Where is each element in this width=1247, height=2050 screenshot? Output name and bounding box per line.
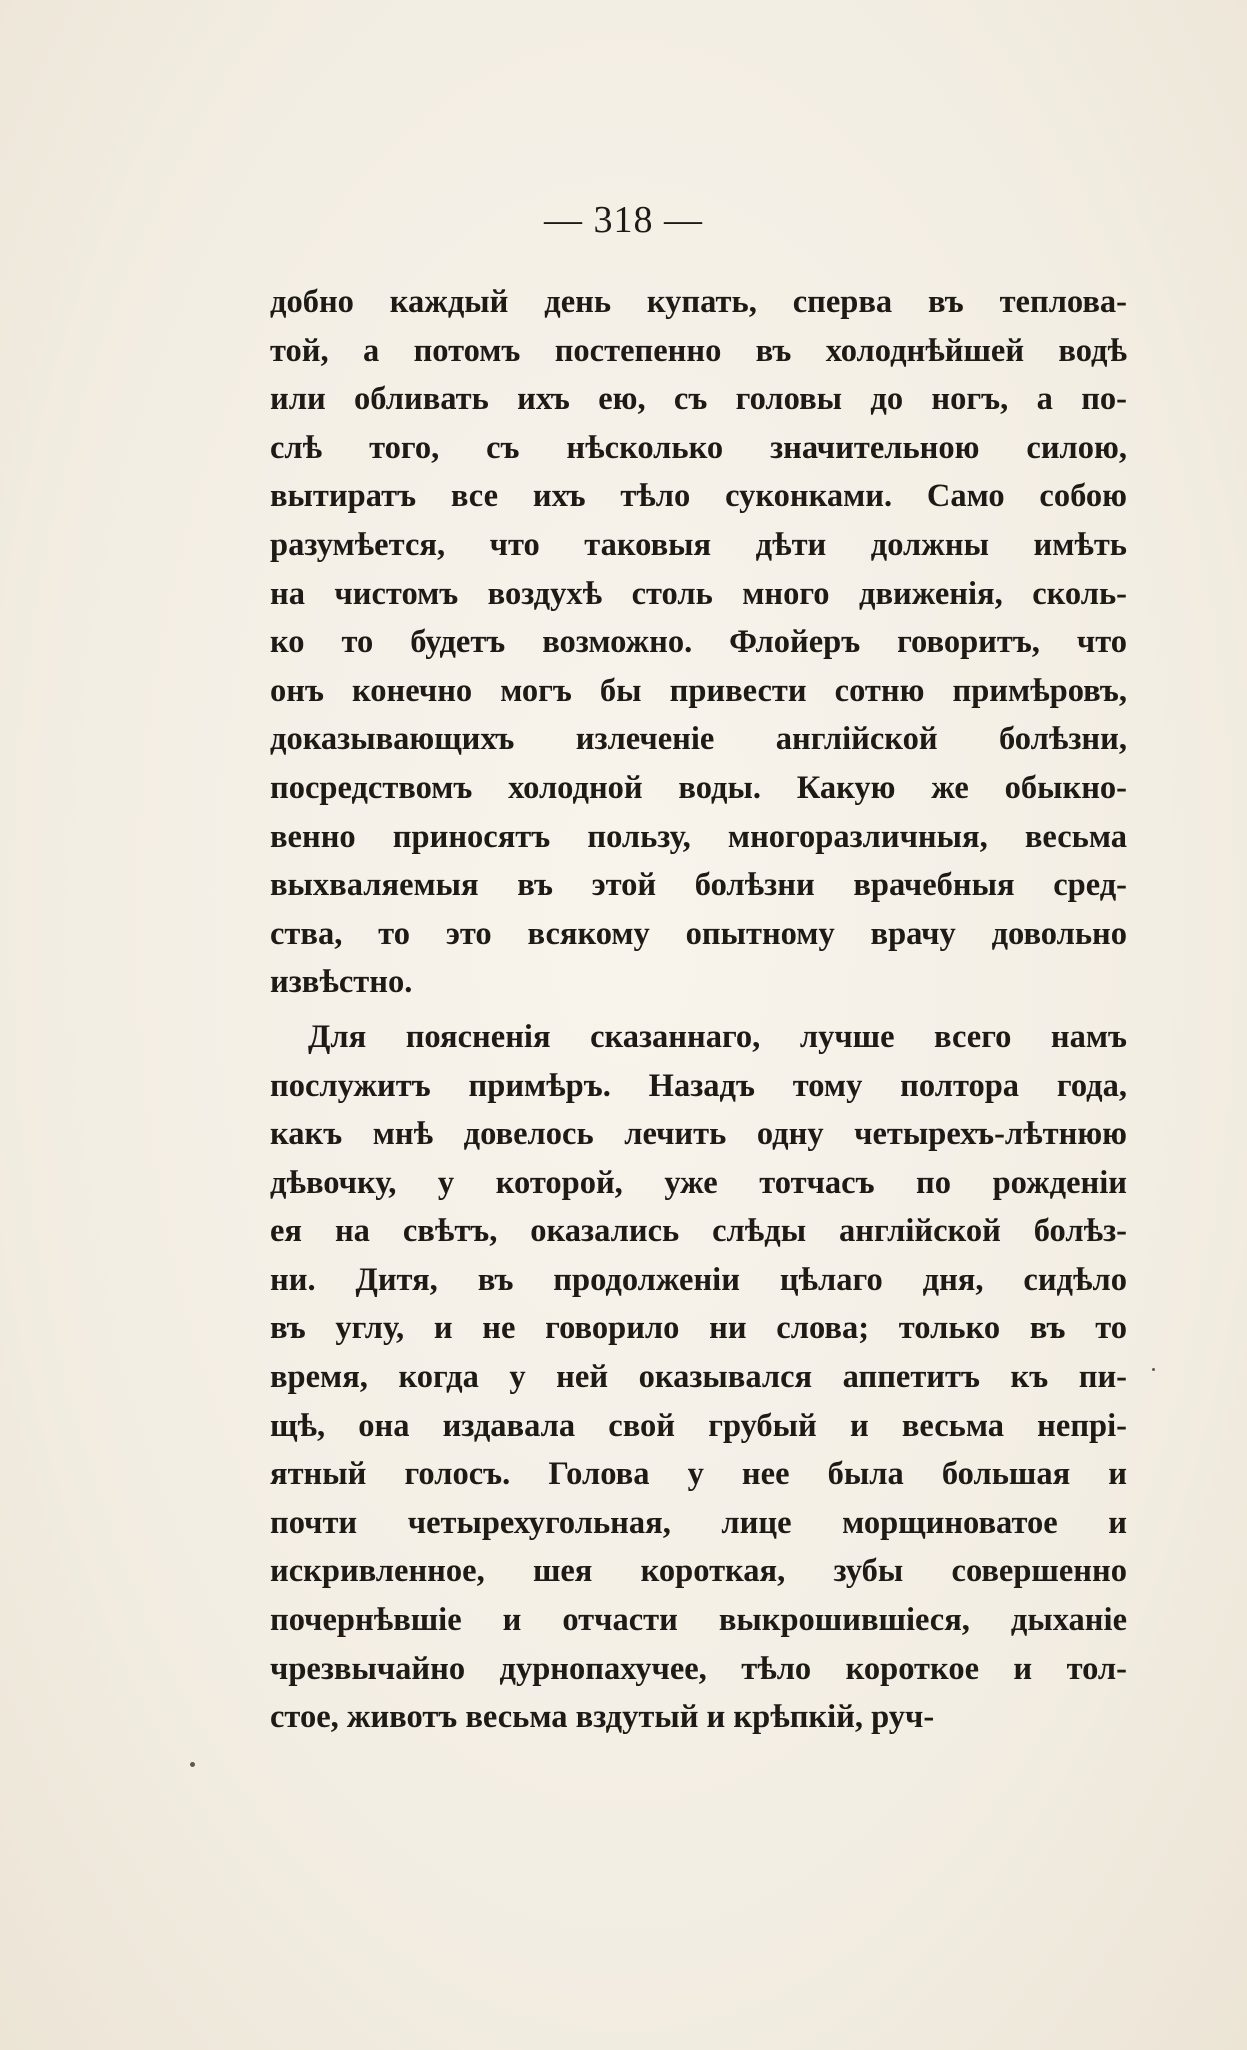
text-line: Для поясненія сказаннаго, лучше всего намъ — [308, 1018, 1127, 1055]
text-line: выхваляемыя въ этой болѣзни врачебныя сред- — [270, 867, 1127, 904]
text-line: венно приносятъ пользу, многоразличныя, весьма — [270, 818, 1127, 855]
text-line: щѣ, она издавала свой грубый и весьма непрі- — [270, 1407, 1127, 1444]
text-line: ятный голосъ. Голова у нее была большая и — [270, 1456, 1127, 1493]
text-line: почернѣвшіе и отчасти выкрошившіеся, дыханіе — [270, 1602, 1127, 1639]
text-line: извѣстно. — [270, 964, 413, 1001]
paragraph-2 — [270, 1013, 1127, 1742]
text-line: дѣвочку, у которой, уже тотчасъ по рожденіи — [270, 1164, 1127, 1201]
text-line: ства, то это всякому опытному врачу довольно — [270, 915, 1127, 952]
text-line: искривленное, шея короткая, зубы совершенно — [270, 1553, 1127, 1590]
text-line: ни. Дитя, въ продолженіи цѣлаго дня, сидѣло — [270, 1261, 1127, 1298]
text-line: онъ конечно могъ бы привести сотню примѣровъ, — [270, 672, 1127, 709]
text-line: вытиратъ все ихъ тѣло суконками. Само собою — [270, 478, 1127, 515]
text-line: ея на свѣтъ, оказались слѣды англійской болѣз- — [270, 1213, 1127, 1250]
text-line: на чистомъ воздухѣ столь много движенія, сколь- — [270, 575, 1127, 612]
text-line: разумѣется, что таковыя дѣти должны имѣть — [270, 526, 1127, 563]
ink-speck — [1152, 1368, 1155, 1371]
text-line: стое, животъ весьма вздутый и крѣпкій, руч- — [270, 1699, 935, 1736]
text-line: время, когда у ней оказывался аппетитъ къ пи- — [270, 1359, 1127, 1396]
text-line: доказывающихъ излеченіе англійской болѣзни, — [270, 721, 1127, 758]
paragraph-1 — [270, 278, 1127, 1007]
text-line: или обливать ихъ ею, съ головы до ногъ, а по- — [270, 381, 1127, 418]
text-line: какъ мнѣ довелось лечить одну четырехъ-лѣтнюю — [270, 1116, 1127, 1153]
text-line: добно каждый день купать, сперва въ теплова- — [270, 284, 1127, 320]
ink-speck — [190, 1762, 195, 1767]
page-number: — 318 — — [544, 199, 703, 241]
text-line: чрезвычайно дурнопахучее, тѣло короткое и тол- — [270, 1650, 1127, 1687]
text-line: той, а потомъ постепенно въ холоднѣйшей водѣ — [270, 332, 1127, 369]
text-line: въ углу, и не говорило ни слова; только въ то — [270, 1310, 1127, 1347]
body-text — [270, 278, 1127, 1742]
text-line: ко то будетъ возможно. Флойеръ говоритъ, что — [270, 624, 1127, 661]
text-line: послужитъ примѣръ. Назадъ тому полтора года, — [270, 1067, 1127, 1104]
text-line: почти четырехугольная, лице морщиноватое и — [270, 1504, 1127, 1541]
text-line: посредствомъ холодной воды. Какую же обыкно- — [270, 769, 1127, 806]
text-line: слѣ того, съ нѣсколько значительною силою, — [270, 429, 1127, 466]
